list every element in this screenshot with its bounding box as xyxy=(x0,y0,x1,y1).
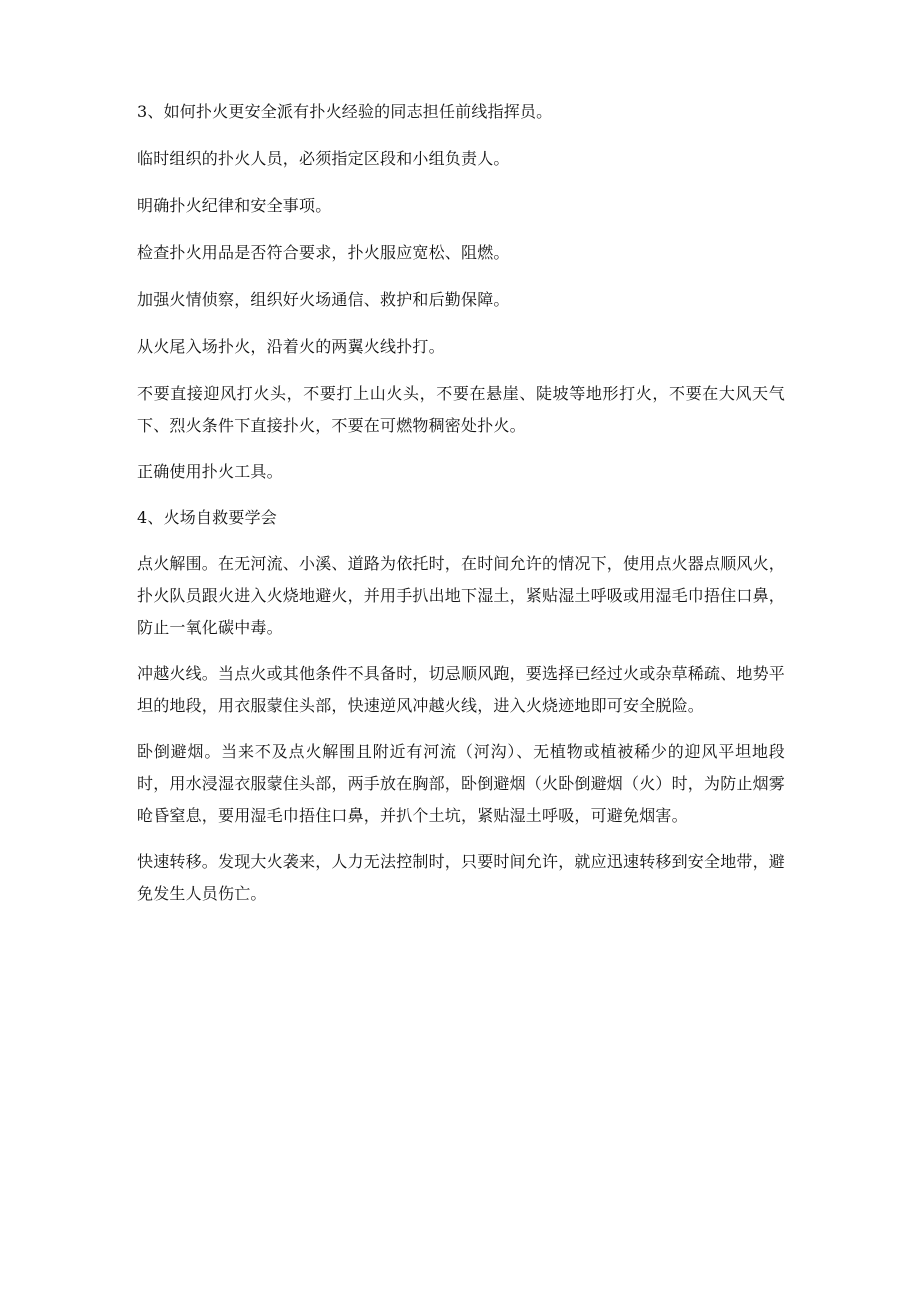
section-3-heading: 3、如何扑火更安全派有扑火经验的同志担任前线指挥员。 xyxy=(137,102,553,121)
paragraph: 加强火情侦察，组织好火场通信、救护和后勤保障。 xyxy=(137,290,510,309)
paragraph: 快速转移。发现大火袭来，人力无法控制时，只要时间允许，就应迅速转移到安全地带，避免发生人员伤亡。 xyxy=(137,852,786,903)
document-body xyxy=(137,96,785,924)
paragraph: 临时组织的扑火人员，必须指定区段和小组负责人。 xyxy=(137,149,510,168)
paragraph: 从火尾入场扑火，沿着火的两翼火线扑打。 xyxy=(137,337,445,356)
paragraph: 正确使用扑火工具。 xyxy=(137,462,283,481)
section-4-heading: 4、火场自救要学会 xyxy=(137,508,277,527)
paragraph: 检查扑火用品是否符合要求，扑火服应宽松、阻燃。 xyxy=(137,243,510,262)
paragraph: 冲越火线。当点火或其他条件不具备时，切忌顺风跑，要选择已经过火或杂草稀疏、地势平坦的地段，用衣服蒙住头部，快速逆风冲越火线，进入火烧迹地即可安全脱险。 xyxy=(137,664,786,715)
paragraph: 卧倒避烟。当来不及点火解围且附近有河流（河沟）、无植物或植被稀少的迎风平坦地段时，用水浸湿衣服蒙住头部，两手放在胸部，卧倒避烟（火卧倒避烟（火）时，为防止烟雾呛昏窒息，要用湿毛巾捂住口鼻，并扒个土坑，紧贴湿土呼吸，可避免烟害。 xyxy=(137,742,786,825)
paragraph: 明确扑火纪律和安全事项。 xyxy=(137,196,332,215)
paragraph: 点火解围。在无河流、小溪、道路为依托时，在时间允许的情况下，使用点火器点顺风火，扑火队员跟火进入火烧地避火，并用手扒出地下湿土，紧贴湿土呼吸或用湿毛巾捂住口鼻，防止一氧化碳中毒。 xyxy=(137,554,786,637)
paragraph: 不要直接迎风打火头，不要打上山火头，不要在悬崖、陡坡等地形打火，不要在大风天气下、烈火条件下直接扑火，不要在可燃物稠密处扑火。 xyxy=(137,384,785,435)
